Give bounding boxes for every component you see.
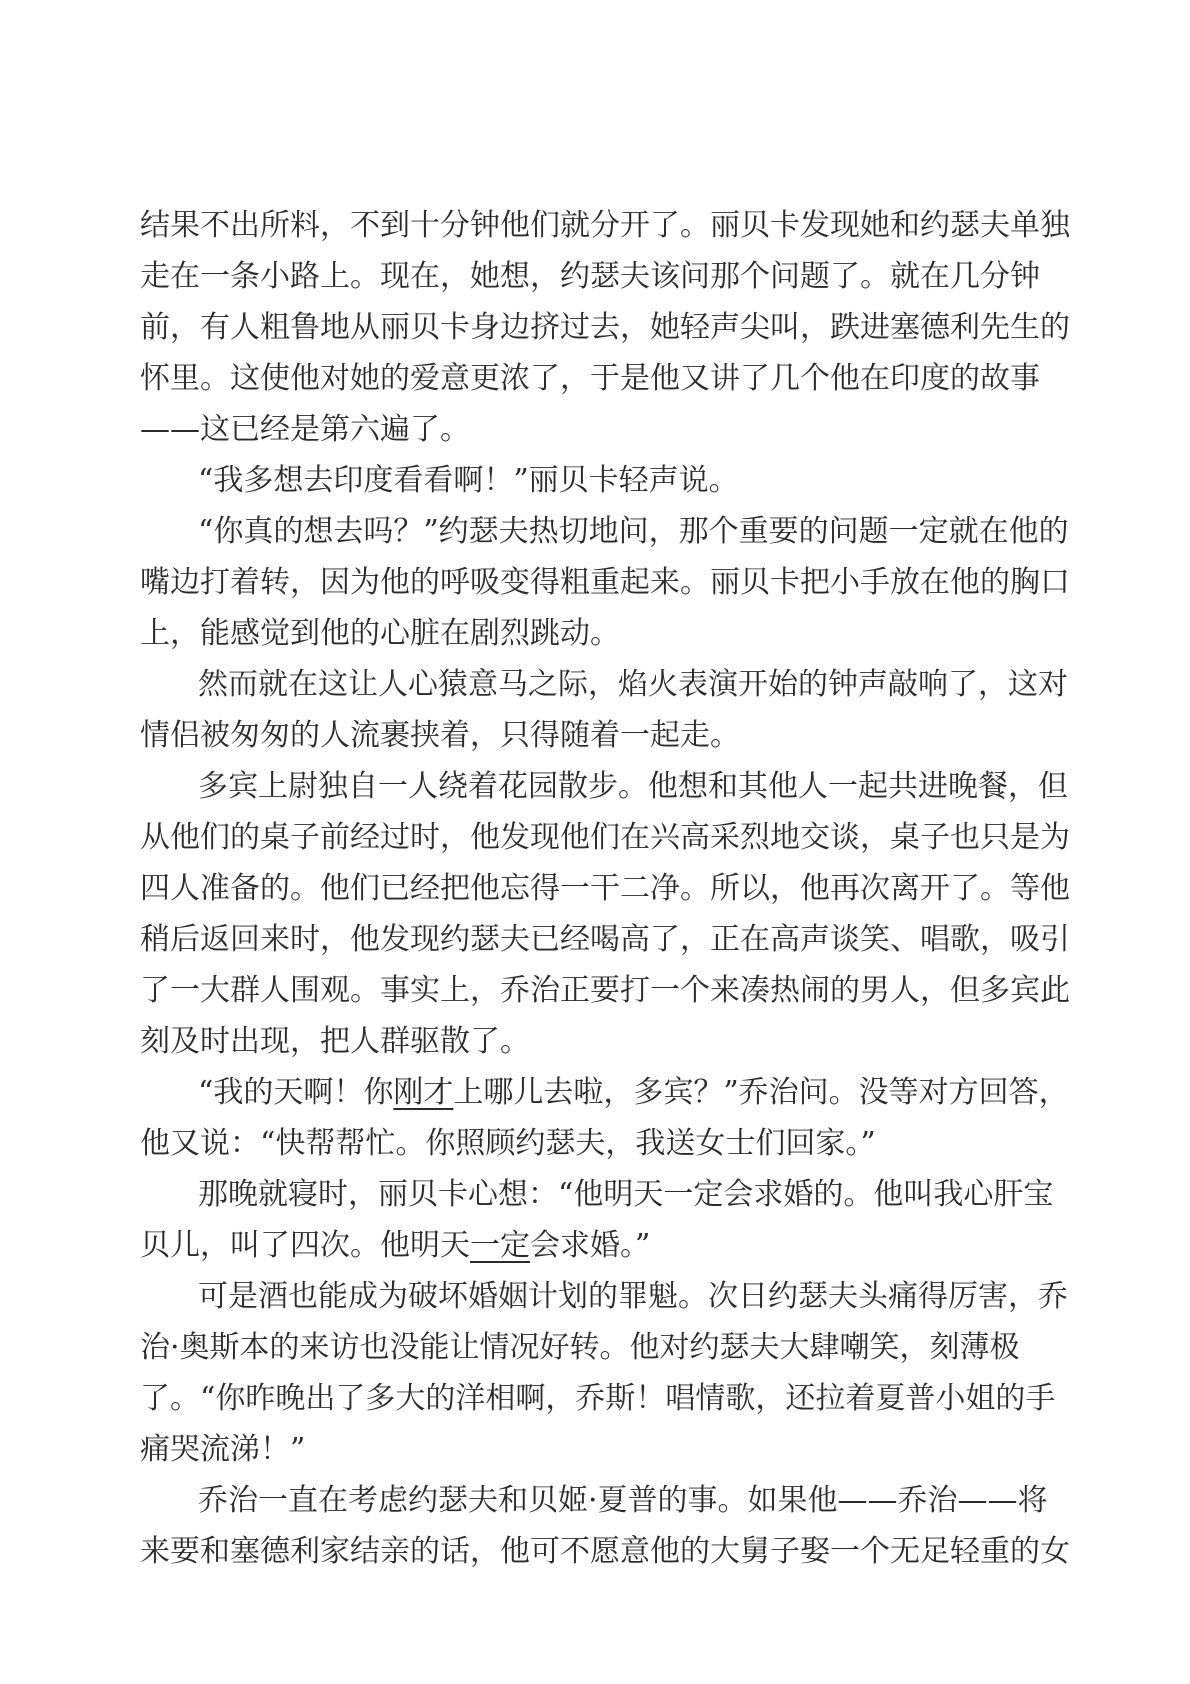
text-line: [140, 965, 1070, 1016]
text-line: [140, 455, 1050, 506]
text-line: [140, 302, 1070, 353]
text-segment: 多宾上尉独自一人绕着花园散步。他想和其他人一起共进晚餐，但: [198, 769, 1068, 804]
text-segment: 治·奥斯本的来访也没能让情况好转。他对约瑟夫大肆嘲笑，刻薄极: [140, 1330, 1020, 1365]
text-segment: 刻及时出现，把人群驱散了。: [140, 1024, 530, 1059]
text-line: [140, 608, 1050, 659]
paragraph: [140, 200, 1070, 455]
text-segment: ——这已经是第六遍了。: [140, 412, 470, 447]
paragraph: [140, 659, 1068, 761]
text-segment: 从他们的桌子前经过时，他发现他们在兴高采烈地交谈，桌子也只是为: [140, 820, 1070, 855]
text-line: [140, 251, 1050, 302]
text-segment: 了。“你昨晚出了多大的洋相啊，乔斯！唱情歌，还拉着夏普小姐的手: [140, 1381, 1056, 1416]
text-segment: 稍后返回来时，他发现约瑟夫已经喝高了，正在高声谈笑、唱歌，吸引: [140, 922, 1070, 957]
text-line: [140, 557, 1070, 608]
text-segment: 会求婚。”: [530, 1228, 651, 1263]
text-line: [140, 914, 1070, 965]
text-segment: 贝儿，叫了四次。他明天: [140, 1228, 470, 1263]
underlined-text: 刚才: [393, 1075, 454, 1110]
underlined-text: 一定: [470, 1228, 530, 1263]
text-line: [140, 863, 1070, 914]
text-segment: “你真的想去吗？”约瑟夫热切地问，那个重要的问题一定就在他的: [198, 514, 1069, 549]
text-segment: 了一大群人围观。事实上，乔治正要打一个来凑热闹的男人，但多宾此: [140, 973, 1070, 1008]
paragraph: [140, 455, 1050, 506]
text-line: [140, 1271, 1068, 1322]
text-line: [140, 1169, 1054, 1220]
paragraph: [140, 1475, 1070, 1577]
text-segment: 他又说：“快帮帮忙。你照顾约瑟夫，我送女士们回家。”: [140, 1126, 876, 1161]
text-segment: 可是酒也能成为破坏婚姻计划的罪魁。次日约瑟夫头痛得厉害，乔: [198, 1279, 1068, 1314]
text-line: [140, 200, 1070, 251]
text-segment: 痛哭流涕！”: [140, 1432, 306, 1467]
text-segment: 上哪儿去啦，多宾？”乔治问。没等对方回答，: [453, 1075, 1069, 1110]
text-line: [140, 1526, 1070, 1577]
text-line: [140, 1322, 1050, 1373]
text-segment: 走在一条小路上。现在，她想，约瑟夫该问那个问题了。就在几分钟: [140, 259, 1040, 294]
text-line: [140, 1475, 1050, 1526]
text-segment: 情侣被匆匆的人流裹挟着，只得随着一起走。: [140, 718, 740, 753]
paragraph: [140, 1067, 1069, 1169]
text-line: [140, 353, 1050, 404]
text-segment: 来要和塞德利家结亲的话，他可不愿意他的大舅子娶一个无足轻重的女: [140, 1534, 1070, 1569]
text-line: [140, 710, 1050, 761]
text-segment: 那晚就寝时，丽贝卡心想：“他明天一定会求婚的。他叫我心肝宝: [198, 1177, 1054, 1212]
book-page: [140, 200, 1070, 1577]
text-line: [140, 761, 1068, 812]
text-line: [140, 1220, 1050, 1271]
paragraph: [140, 506, 1070, 659]
text-line: [140, 812, 1070, 863]
text-line: [140, 404, 1050, 455]
text-segment: 嘴边打着转，因为他的呼吸变得粗重起来。丽贝卡把小手放在他的胸口: [140, 565, 1070, 600]
text-line: [140, 506, 1069, 557]
text-segment: 然而就在这让人心猿意马之际，焰火表演开始的钟声敲响了，这对: [198, 667, 1068, 702]
text-line: [140, 1067, 1069, 1118]
text-segment: “我多想去印度看看啊！”丽贝卡轻声说。: [198, 463, 739, 498]
text-line: [140, 1373, 1056, 1424]
text-segment: 怀里。这使他对她的爱意更浓了，于是他又讲了几个他在印度的故事: [140, 361, 1040, 396]
text-segment: 四人准备的。他们已经把他忘得一干二净。所以，他再次离开了。等他: [140, 871, 1070, 906]
paragraph: [140, 761, 1070, 1067]
text-line: [140, 1424, 1050, 1475]
text-line: [140, 659, 1068, 710]
paragraph: [140, 1169, 1054, 1271]
text-segment: 乔治一直在考虑约瑟夫和贝姬·夏普的事。如果他——乔治——将: [198, 1483, 1048, 1518]
paragraph: [140, 1271, 1068, 1475]
text-line: [140, 1118, 1050, 1169]
text-line: [140, 1016, 1050, 1067]
text-segment: 前，有人粗鲁地从丽贝卡身边挤过去，她轻声尖叫，跌进塞德利先生的: [140, 310, 1070, 345]
text-segment: 上，能感觉到他的心脏在剧烈跳动。: [140, 616, 620, 651]
text-segment: “我的天啊！你: [198, 1075, 394, 1110]
text-segment: 结果不出所料，不到十分钟他们就分开了。丽贝卡发现她和约瑟夫单独: [140, 208, 1070, 243]
